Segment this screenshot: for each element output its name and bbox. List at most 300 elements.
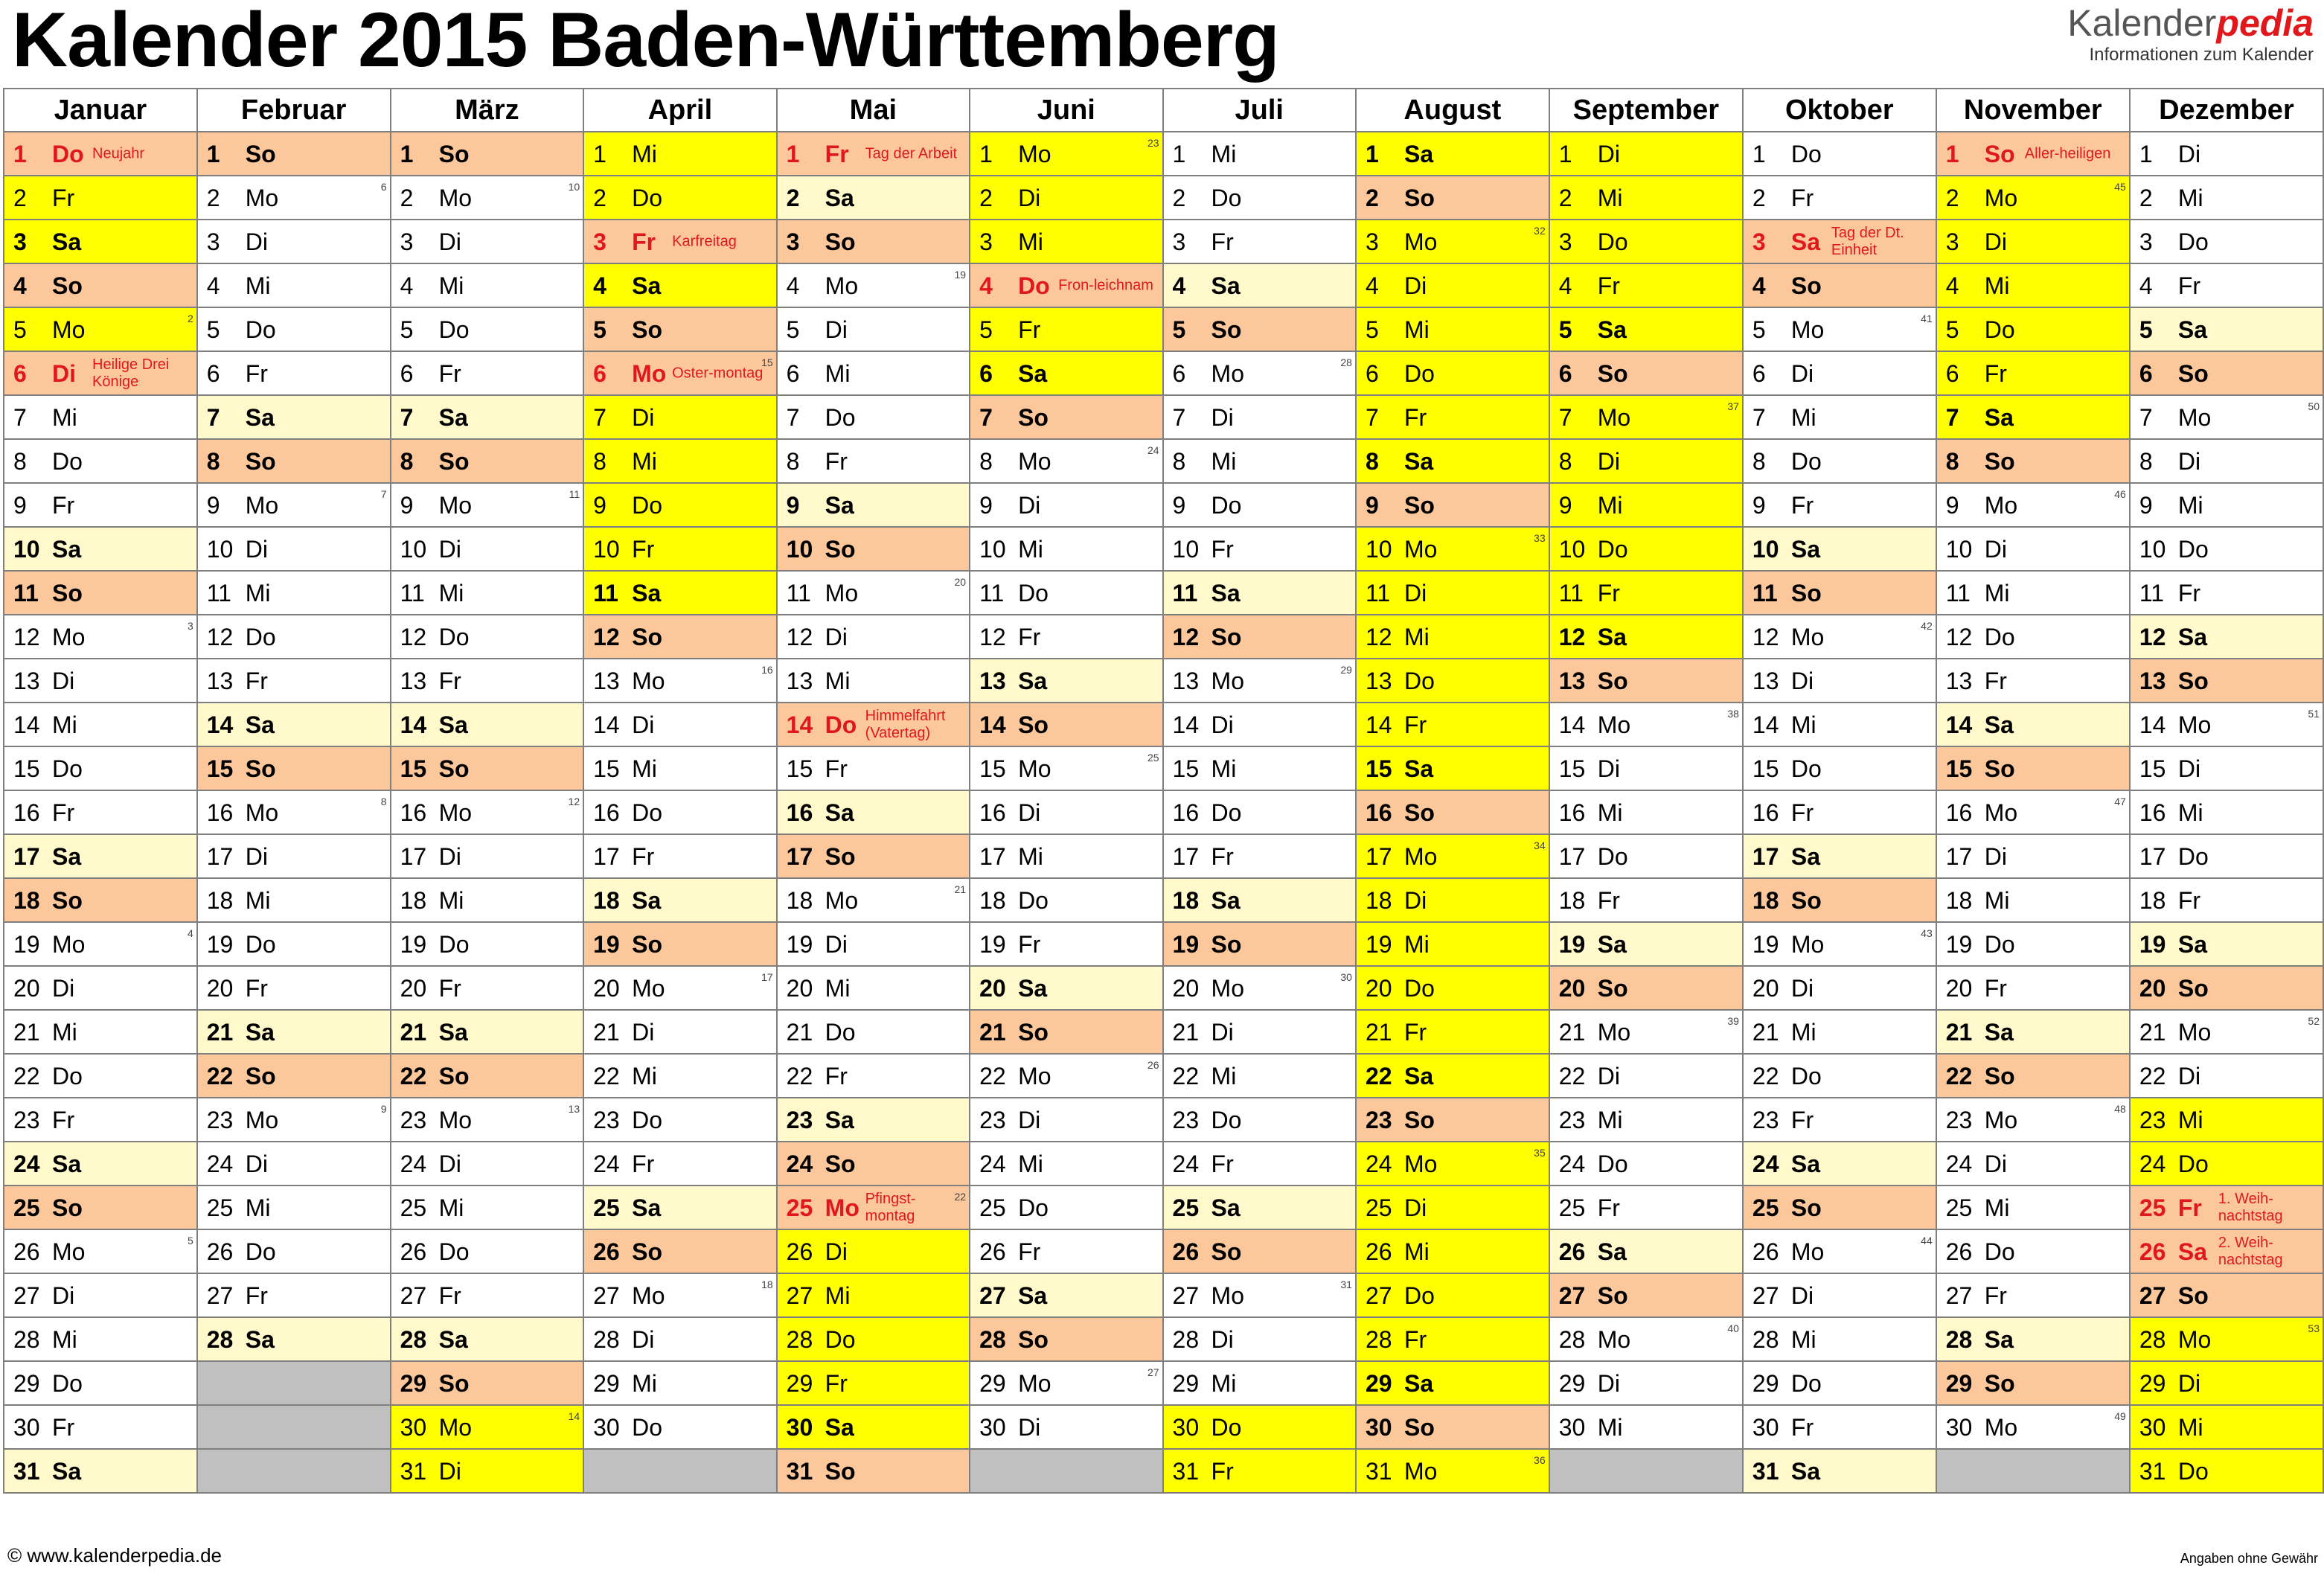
- day-number: 27: [1945, 1282, 1973, 1309]
- day-label: [2139, 931, 2207, 958]
- day-label: [1559, 711, 1630, 738]
- day-label: [1752, 1107, 1814, 1133]
- day-label: [593, 668, 665, 694]
- day-cell: [777, 703, 970, 746]
- day-cell: [777, 834, 970, 878]
- day-cell: [197, 966, 391, 1010]
- day-number: 22: [1752, 1062, 1779, 1090]
- day-number: 29: [1172, 1369, 1200, 1397]
- weekday-abbr: So: [1211, 316, 1242, 343]
- weekday-abbr: Fr: [1597, 579, 1620, 607]
- day-cell: [1356, 703, 1549, 746]
- day-cell: [777, 1273, 970, 1317]
- day-label: [1752, 799, 1814, 826]
- day-label: [1946, 1370, 2015, 1397]
- weekday-abbr: Mi: [1211, 447, 1237, 475]
- weekday-abbr: So: [1018, 1018, 1049, 1046]
- week-number: 42: [1921, 620, 1933, 632]
- day-number: 3: [2139, 228, 2153, 255]
- day-cell: [2130, 1361, 2323, 1405]
- day-cell: [1936, 790, 2130, 834]
- day-number: 26: [2139, 1238, 2166, 1265]
- day-label: [2139, 492, 2203, 519]
- day-cell: [391, 1186, 584, 1229]
- weekday-abbr: Di: [825, 930, 848, 958]
- weekday-abbr: Mo: [245, 184, 279, 211]
- day-cell: [1549, 1273, 1743, 1317]
- day-label: [13, 360, 76, 387]
- weekday-abbr: Di: [1597, 755, 1620, 782]
- day-number: 1: [979, 140, 993, 167]
- weekday-abbr: Di: [1018, 799, 1041, 826]
- day-number: 29: [1752, 1369, 1779, 1397]
- weekday-abbr: Mi: [438, 1194, 464, 1221]
- day-number: 5: [1752, 316, 1766, 343]
- day-cell: [4, 790, 197, 834]
- day-row: [4, 483, 2323, 527]
- day-cell: [1743, 1317, 1936, 1361]
- day-number: 31: [400, 1457, 427, 1485]
- day-number: 15: [1172, 755, 1200, 782]
- day-number: 7: [1752, 403, 1766, 431]
- weekday-abbr: Do: [825, 403, 856, 431]
- day-label: [1946, 272, 2010, 299]
- day-label: [787, 536, 856, 563]
- weekday-abbr: Mo: [438, 184, 473, 211]
- day-number: 25: [206, 1194, 234, 1221]
- day-cell: [583, 1405, 777, 1449]
- day-label: [1559, 1107, 1623, 1133]
- day-label: [1946, 1282, 2007, 1309]
- holiday-name: Neujahr: [92, 145, 145, 161]
- day-cell: [1163, 659, 1356, 703]
- weekday-abbr: Sa: [1018, 1282, 1048, 1309]
- day-number: 19: [786, 930, 813, 958]
- day-number: 9: [400, 491, 414, 519]
- day-cell: [391, 1054, 584, 1098]
- day-cell: [197, 1273, 391, 1317]
- weekday-abbr: So: [1597, 1282, 1628, 1309]
- day-cell: [4, 1098, 197, 1142]
- day-label: [979, 1107, 1040, 1133]
- weekday-abbr: Mi: [438, 886, 464, 914]
- weekday-abbr: Di: [1403, 1194, 1427, 1221]
- month-header-2: Februar: [197, 89, 391, 132]
- day-label: [207, 580, 271, 607]
- weekday-abbr: Sa: [52, 535, 82, 563]
- day-cell: [583, 220, 777, 263]
- day-label: [979, 668, 1047, 694]
- weekday-abbr: Do: [632, 799, 663, 826]
- day-cell: [4, 220, 197, 263]
- day-number: 12: [13, 623, 40, 650]
- day-number: 11: [1752, 579, 1778, 607]
- day-cell: [583, 703, 777, 746]
- day-number: 7: [1558, 403, 1572, 431]
- day-number: 10: [1945, 535, 1973, 563]
- day-cell: [583, 746, 777, 790]
- day-cell: [1743, 659, 1936, 703]
- day-label: [1559, 668, 1628, 694]
- day-label: [1173, 448, 1237, 475]
- day-cell: [1163, 1186, 1356, 1229]
- day-number: 3: [1172, 228, 1186, 255]
- day-label: [207, 668, 268, 694]
- day-label: [13, 141, 84, 167]
- weekday-abbr: So: [1211, 623, 1242, 650]
- day-label: [400, 580, 464, 607]
- day-label: [13, 711, 77, 738]
- day-cell: [970, 878, 1162, 922]
- day-label: [13, 624, 85, 650]
- day-label: [13, 1370, 83, 1397]
- day-cell: [970, 1010, 1162, 1054]
- day-cell: [970, 176, 1162, 220]
- day-cell: [1356, 790, 1549, 834]
- week-number: 28: [1340, 356, 1352, 368]
- day-label: [13, 185, 74, 211]
- day-row: [4, 703, 2323, 746]
- day-cell: [197, 615, 391, 659]
- day-label: [1752, 668, 1814, 694]
- weekday-abbr: So: [438, 1062, 470, 1090]
- day-label: [1173, 711, 1234, 738]
- weekday-abbr: Mi: [1403, 316, 1430, 343]
- week-number: 29: [1340, 664, 1352, 676]
- day-cell: [1936, 395, 2130, 439]
- weekday-abbr: Fr: [632, 842, 655, 870]
- weekday-abbr: So: [52, 272, 83, 299]
- weekday-abbr: Di: [1018, 1106, 1041, 1133]
- day-cell: [1549, 1405, 1743, 1449]
- day-label: [207, 1019, 275, 1046]
- day-cell: [1743, 220, 1936, 263]
- day-label: [1173, 843, 1234, 870]
- day-cell: [4, 263, 197, 307]
- day-label: [13, 1063, 83, 1090]
- day-label: [1946, 1019, 2014, 1046]
- weekday-abbr: Mo: [1984, 1413, 2018, 1441]
- day-number: 13: [13, 667, 40, 694]
- day-cell: [1163, 1317, 1356, 1361]
- day-cell: [1743, 1273, 1936, 1317]
- day-row: [4, 263, 2323, 307]
- day-cell: [197, 922, 391, 966]
- day-row: [4, 790, 2323, 834]
- day-cell: [970, 132, 1162, 176]
- day-cell: [197, 439, 391, 483]
- day-number: 20: [13, 974, 40, 1002]
- day-number: 25: [1172, 1194, 1200, 1221]
- day-label: [979, 272, 1050, 299]
- day-cell: [1356, 220, 1549, 263]
- day-number: 21: [1365, 1018, 1392, 1046]
- day-number: 5: [1365, 316, 1379, 343]
- day-label: [1559, 272, 1620, 299]
- day-label: [1752, 1414, 1814, 1441]
- day-cell: [1743, 1054, 1936, 1098]
- day-cell: [1549, 615, 1743, 659]
- day-number: 25: [1945, 1194, 1973, 1221]
- day-number: 27: [13, 1282, 40, 1309]
- day-number: 23: [206, 1106, 234, 1133]
- day-label: [207, 404, 275, 431]
- weekday-abbr: Mo: [632, 359, 667, 387]
- weekday-abbr: Mi: [1984, 886, 2010, 914]
- day-label: [2139, 755, 2200, 782]
- day-cell: [1549, 1229, 1743, 1273]
- weekday-abbr: Fr: [825, 447, 848, 475]
- day-cell: [391, 1317, 584, 1361]
- weekday-abbr: Mi: [2177, 1106, 2203, 1133]
- day-number: 23: [1365, 1106, 1392, 1133]
- day-label: [2139, 1107, 2203, 1133]
- weekday-abbr: So: [2177, 359, 2209, 387]
- weekday-abbr: Mo: [1597, 711, 1631, 738]
- day-label: [979, 448, 1051, 475]
- weekday-abbr: Mi: [1597, 491, 1623, 519]
- day-cell: [1743, 439, 1936, 483]
- day-number: 9: [2139, 491, 2153, 519]
- footer-copyright: © www.kalenderpedia.de: [7, 1544, 222, 1567]
- weekday-abbr: Do: [1790, 1062, 1822, 1090]
- holiday-name: Karfreitag: [672, 233, 737, 249]
- weekday-abbr: So: [825, 1457, 856, 1485]
- day-cell: [391, 834, 584, 878]
- weekday-abbr: Di: [1597, 1369, 1620, 1397]
- day-cell: [391, 1098, 584, 1142]
- weekday-abbr: So: [825, 535, 856, 563]
- weekday-abbr: Di: [1211, 1018, 1234, 1046]
- empty-cell: [583, 1449, 777, 1493]
- day-number: 24: [979, 1150, 1006, 1177]
- day-number: 28: [13, 1325, 40, 1353]
- day-label: [13, 316, 85, 343]
- day-label: [400, 1370, 470, 1397]
- day-label: [400, 931, 470, 958]
- weekday-abbr: So: [1790, 1194, 1822, 1221]
- day-label: [207, 1326, 275, 1353]
- day-label: [1559, 1063, 1620, 1090]
- week-number: 18: [761, 1279, 773, 1290]
- week-number: 48: [2114, 1103, 2126, 1115]
- day-number: 18: [13, 886, 40, 914]
- day-cell: [1936, 1317, 2130, 1361]
- day-label: [1173, 624, 1242, 650]
- day-cell: [1743, 176, 1936, 220]
- day-number: 5: [786, 316, 800, 343]
- day-label: [593, 799, 662, 826]
- day-number: 14: [979, 711, 1006, 738]
- weekday-abbr: Sa: [1790, 1150, 1821, 1177]
- week-number: 46: [2114, 488, 2126, 500]
- day-cell: [777, 615, 970, 659]
- weekday-abbr: Mi: [2177, 491, 2203, 519]
- day-label: [2139, 668, 2209, 694]
- day-number: 6: [206, 359, 220, 387]
- day-label: [13, 1107, 74, 1133]
- week-number: 14: [568, 1410, 580, 1422]
- week-number: 37: [1727, 400, 1739, 412]
- day-label: [207, 228, 268, 255]
- day-number: 25: [1365, 1194, 1392, 1221]
- weekday-abbr: Do: [2177, 1457, 2209, 1485]
- holiday-name: Tag der Arbeit: [865, 145, 958, 161]
- day-label: [2139, 1151, 2209, 1177]
- day-cell: [2130, 176, 2323, 220]
- weekday-abbr: Mi: [1597, 1413, 1623, 1441]
- day-cell: [391, 176, 584, 220]
- day-cell: [1163, 527, 1356, 571]
- day-number: 2: [593, 184, 606, 211]
- day-number: 14: [400, 711, 427, 738]
- day-label: [207, 1194, 271, 1221]
- day-row: [4, 746, 2323, 790]
- day-number: 22: [2139, 1062, 2166, 1090]
- weekday-abbr: So: [245, 1062, 276, 1090]
- day-number: 21: [786, 1018, 813, 1046]
- day-cell: [197, 1186, 391, 1229]
- day-label: [1752, 1194, 1822, 1221]
- day-number: 9: [1172, 491, 1186, 519]
- weekday-abbr: Mi: [52, 1018, 77, 1046]
- day-cell: [1163, 746, 1356, 790]
- day-cell: [2130, 615, 2323, 659]
- day-number: 15: [400, 755, 427, 782]
- day-number: 19: [2139, 930, 2166, 958]
- day-label: [207, 975, 268, 1002]
- day-number: 10: [593, 535, 620, 563]
- day-cell: [583, 351, 777, 395]
- weekday-abbr: Mo: [825, 272, 859, 299]
- weekday-abbr: Mo: [1597, 1018, 1631, 1046]
- weekday-abbr: Fr: [245, 359, 268, 387]
- day-cell: [1743, 703, 1936, 746]
- day-label: [1752, 624, 1824, 650]
- day-label: [1559, 931, 1627, 958]
- weekday-abbr: Mo: [52, 316, 86, 343]
- weekday-abbr: Do: [1984, 930, 2015, 958]
- day-cell: [1356, 263, 1549, 307]
- day-number: 19: [593, 930, 620, 958]
- day-number: 27: [1752, 1282, 1779, 1309]
- day-label: [207, 492, 278, 519]
- weekday-abbr: Mo: [2177, 711, 2212, 738]
- weekday-abbr: So: [438, 140, 470, 167]
- weekday-abbr: Mi: [1984, 579, 2010, 607]
- day-number: 24: [786, 1150, 813, 1177]
- month-header-10: Oktober: [1743, 89, 1936, 132]
- day-label: [979, 1282, 1047, 1309]
- day-cell: [1163, 1142, 1356, 1186]
- day-number: 20: [1558, 974, 1586, 1002]
- day-number: 22: [593, 1062, 620, 1090]
- day-cell: [777, 571, 970, 615]
- weekday-abbr: Mi: [1403, 1238, 1430, 1265]
- day-number: 22: [786, 1062, 813, 1090]
- weekday-abbr: So: [1403, 1106, 1435, 1133]
- day-number: 5: [979, 316, 993, 343]
- day-cell: [1549, 1317, 1743, 1361]
- day-label: [400, 668, 461, 694]
- weekday-abbr: Sa: [2177, 930, 2207, 958]
- day-cell: [583, 1317, 777, 1361]
- day-label: [1366, 843, 1437, 870]
- weekday-abbr: Do: [632, 1106, 663, 1133]
- week-number: 12: [568, 796, 580, 807]
- day-number: 1: [1365, 140, 1379, 167]
- day-label: [1173, 580, 1241, 607]
- day-row: [4, 1098, 2323, 1142]
- weekday-abbr: Do: [1597, 228, 1628, 255]
- day-row: [4, 1449, 2323, 1493]
- day-cell: [4, 527, 197, 571]
- weekday-abbr: Fr: [825, 140, 849, 167]
- empty-cell: [970, 1449, 1162, 1493]
- day-number: 13: [1945, 667, 1973, 694]
- day-cell: [1936, 439, 2130, 483]
- day-label: [1752, 1282, 1814, 1309]
- day-number: 8: [786, 447, 800, 475]
- weekday-abbr: So: [1018, 1325, 1049, 1353]
- weekday-abbr: Mo: [1403, 842, 1438, 870]
- weekday-abbr: Di: [52, 359, 76, 387]
- day-label: [1559, 843, 1628, 870]
- day-number: 27: [786, 1282, 813, 1309]
- day-cell: [777, 132, 970, 176]
- day-number: 17: [1558, 842, 1586, 870]
- weekday-abbr: Fr: [1403, 711, 1427, 738]
- day-cell: [2130, 922, 2323, 966]
- weekday-abbr: Mi: [1790, 1018, 1816, 1046]
- day-number: 8: [1752, 447, 1766, 475]
- day-cell: [1163, 1273, 1356, 1317]
- day-number: 17: [1752, 842, 1779, 870]
- day-number: 14: [1365, 711, 1392, 738]
- day-label: [1173, 1194, 1241, 1221]
- day-cell: [4, 922, 197, 966]
- day-number: 2: [13, 184, 27, 211]
- day-number: 16: [400, 799, 427, 826]
- day-label: [1559, 1019, 1630, 1046]
- week-number: 8: [380, 796, 387, 807]
- day-label: [1752, 843, 1820, 870]
- weekday-abbr: Sa: [245, 1018, 275, 1046]
- day-row: [4, 615, 2323, 659]
- day-label: [1559, 1238, 1627, 1265]
- weekday-abbr: Mi: [1018, 535, 1043, 563]
- weekday-abbr: So: [245, 755, 276, 782]
- day-number: 18: [1365, 886, 1392, 914]
- day-row: [4, 1405, 2323, 1449]
- day-label: [2139, 1063, 2200, 1090]
- weekday-abbr: So: [1403, 491, 1435, 519]
- day-number: 15: [786, 755, 813, 782]
- day-cell: [1163, 1229, 1356, 1273]
- weekday-abbr: Mo: [245, 1106, 279, 1133]
- weekday-abbr: So: [2177, 1282, 2209, 1309]
- weekday-abbr: Fr: [1403, 1325, 1427, 1353]
- day-label: [787, 404, 856, 431]
- week-number: 5: [187, 1235, 193, 1247]
- weekday-abbr: Mo: [632, 1282, 665, 1309]
- weekday-abbr: Fr: [632, 1150, 655, 1177]
- weekday-abbr: Di: [52, 1282, 75, 1309]
- day-label: [400, 1458, 461, 1485]
- day-label: [1173, 228, 1234, 255]
- day-label: [1366, 1151, 1437, 1177]
- weekday-abbr: Sa: [1597, 623, 1627, 650]
